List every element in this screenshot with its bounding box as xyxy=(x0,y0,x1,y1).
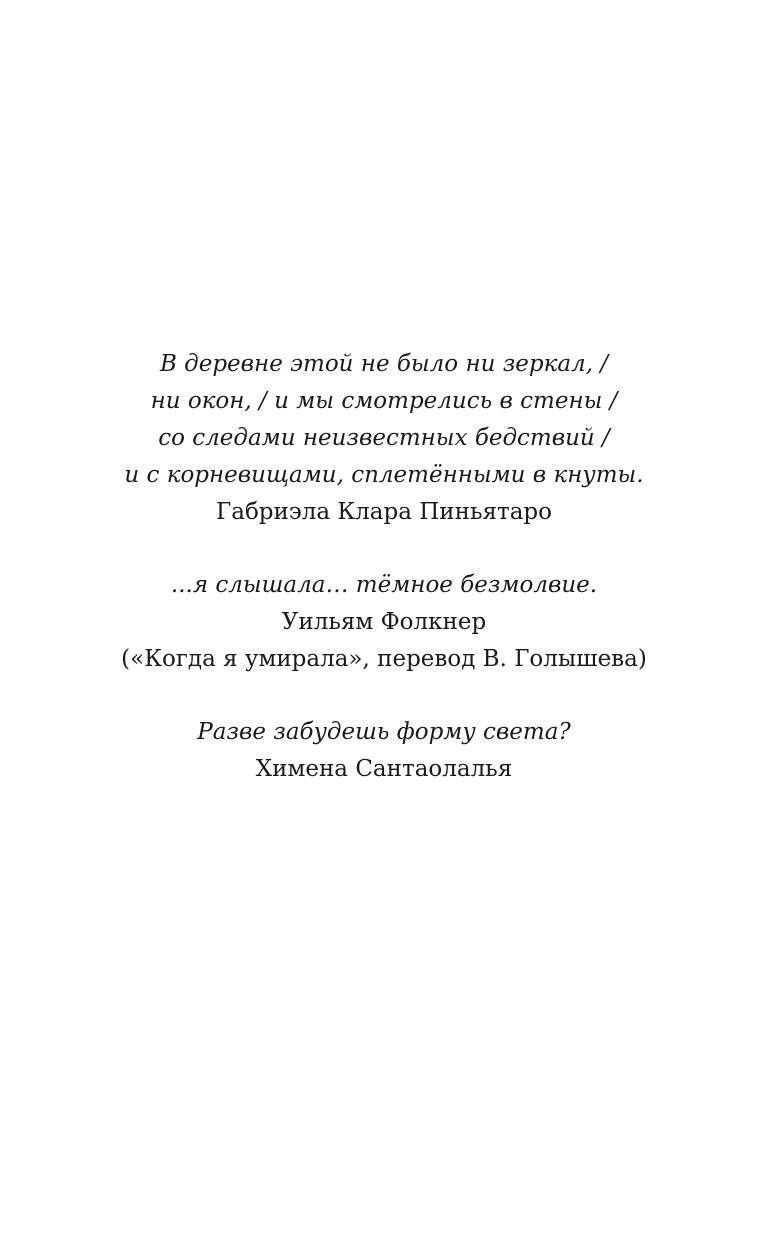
epigraphs-block xyxy=(0,346,768,788)
epigraph-quote-line: ...я слышала… тёмное безмолвие. xyxy=(170,572,598,598)
epigraph-quote-line: ни окон, / и мы смотрелись в стены / xyxy=(150,388,618,414)
epigraph-author: Химена Сантаолалья xyxy=(255,756,513,782)
epigraph-quote-line: и с корневищами, сплетёнными в кнуты. xyxy=(124,462,644,488)
epigraph-quote-line: со следами неизвестных бедствий / xyxy=(158,425,610,451)
epigraph-quote-line: В деревне этой не было ни зеркал, / xyxy=(159,351,609,377)
epigraph-source: («Когда я умирала», перевод В. Голышева) xyxy=(121,646,647,672)
epigraph-author: Габриэла Клара Пиньятаро xyxy=(216,499,552,525)
epigraph-quote-line: Разве забудешь форму света? xyxy=(197,719,571,745)
epigraph-1 xyxy=(0,346,768,531)
epigraph-3 xyxy=(0,714,768,788)
epigraph-author: Уильям Фолкнер xyxy=(281,609,487,635)
epigraph-spacer xyxy=(0,678,768,714)
epigraph-spacer xyxy=(0,531,768,567)
epigraph-2 xyxy=(0,567,768,678)
